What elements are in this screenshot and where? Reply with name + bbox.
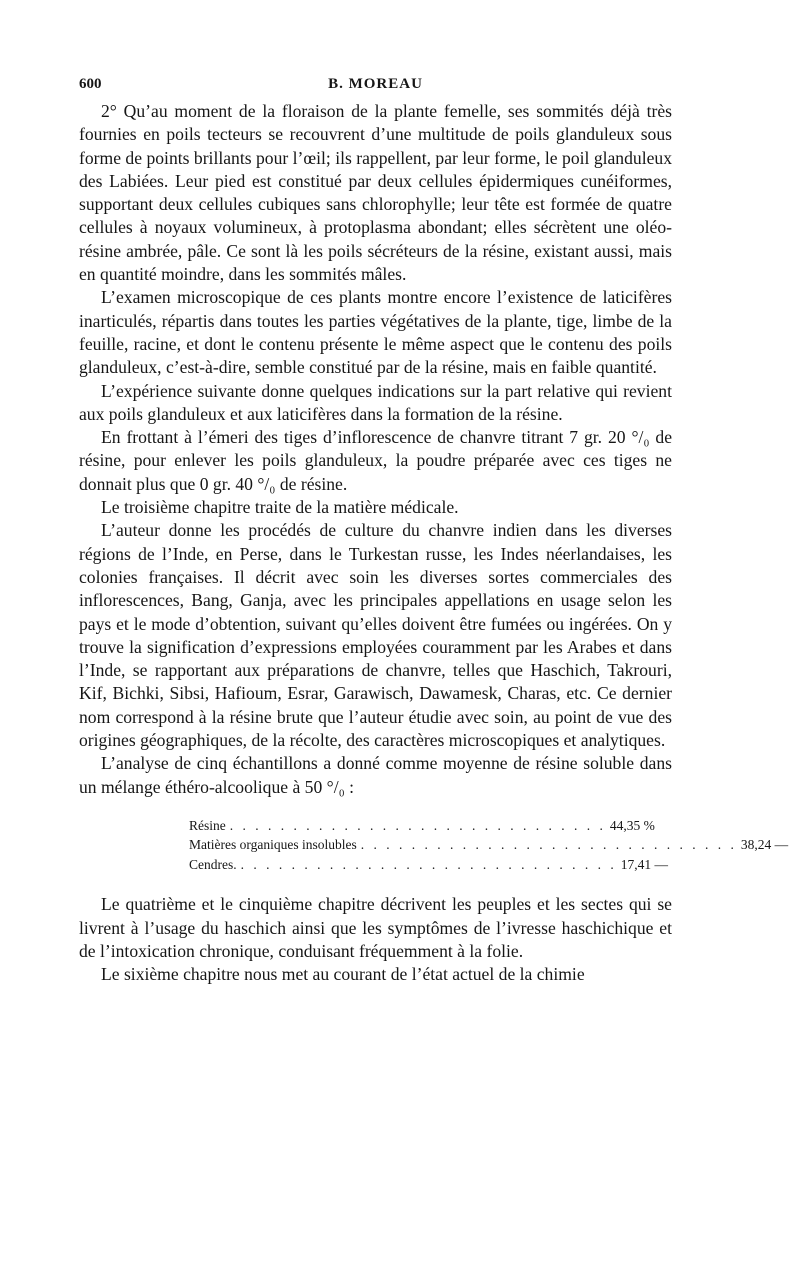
paragraph-poils-glanduleux: 2° Qu’au moment de la floraison de la plante femelle, ses sommités déjà très fournies en poils tecteurs se recouvrent d’une multitude de poils glanduleux sous forme de points brillants pour l’œil; ils rappellent, par leur forme, le poil glanduleux des Labiées. Leur pied est constitué par deux cellules épidermiques cunéiformes, supportant deux cellules cubiques sans chlorophylle; leur tête est formée de quatre cellules à noyaux volumineux, à protoplasma abondant; elles sécrètent une oléo-résine ambrée, pâle. Ce sont là les poils sécréteurs de la résine, existant aussi, mais en quantité moindre, dans les sommités mâles. bbox=[79, 101, 672, 285]
results-row-cendres bbox=[189, 855, 668, 875]
paragraph-emeri: En frottant à l’émeri des tiges d’inflorescence de chanvre titrant 7 gr. 20 °/₀ de résine, pour enlever les poils glanduleux, la poudre préparée avec ces tiges ne donnait plus que 0 gr. 40 °/₀ de résine. bbox=[79, 427, 672, 494]
paragraph-laticiferes: L’examen microscopique de ces plants montre encore l’existence de laticifères inarticulés, répartis dans toutes les parties végétatives de la plante, tige, limbe de la feuille, racine, et dont le contenu présente le même aspect que le contenu des poils glanduleux, c’est-à-dire, semble constitué par de la résine, mais en faible quantité. bbox=[79, 287, 672, 378]
results-row-matieres bbox=[189, 835, 789, 855]
page-header bbox=[79, 76, 672, 100]
results-value: 44,35 % bbox=[609, 817, 655, 833]
running-head: B. MOREAU bbox=[328, 76, 423, 92]
results-label: Résine bbox=[189, 817, 226, 833]
body-text bbox=[79, 100, 672, 799]
paragraph-quatrieme-chapitre: Le quatrième et le cinquième chapitre décrivent les peuples et les sectes qui se livrent à l’usage du haschich ainsi que les symptômes de l’ivresse haschichique et de l’intoxication chronique, conduisant fréquemment à la folie. bbox=[79, 894, 672, 961]
paragraph-sixieme-chapitre: Le sixième chapitre nous met au courant de l’état actuel de la chimie bbox=[101, 964, 585, 985]
results-value: 38,24 — bbox=[740, 837, 789, 853]
analysis-results-table bbox=[189, 816, 789, 875]
results-row-resine bbox=[189, 816, 655, 836]
paragraph-experience: L’expérience suivante donne quelques indications sur la part relative qui revient aux poils glanduleux et aux laticifères dans la formation de la résine. bbox=[79, 380, 672, 424]
leader-dots: . . . . . . . . . . . . . . . . . . . . . . . . . . . . . . bbox=[229, 817, 606, 833]
results-label: Matières organiques insolubles bbox=[189, 837, 357, 853]
paragraph-culture: L’auteur donne les procédés de culture du chanvre indien dans les diverses régions de l’Inde, en Perse, dans le Turkestan russe, les Indes néerlandaises, les colonies françaises. Il décrit avec soin les diverses sortes commerciales des inflorescences, Bang, Ganja, avec les principales appellations en usage selon les pays et le mode d’obtention, suivant qu’elles doivent être fumées ou ingérées. On y trouve la signification d’expressions employées couramment par les Arabes et dans l’Inde, se rapportant aux préparations de chanvre, telles que Haschich, Takrouri, Kif, Bichki, Sibsi, Hafioum, Esrar, Garawisch, Dawamesk, Charas, etc. Ce dernier nom correspond à la résine brute que l’auteur étudie avec soin, au point de vue des origines géographiques, de la récolte, des caractères microscopiques et analytiques. bbox=[79, 520, 672, 751]
leader-dots: . . . . . . . . . . . . . . . . . . . . . . . . . . . . . . bbox=[360, 837, 737, 853]
results-label: Cendres. bbox=[189, 856, 237, 872]
closing-text bbox=[79, 893, 672, 986]
leader-dots: . . . . . . . . . . . . . . . . . . . . . . . . . . . . . . bbox=[240, 856, 617, 872]
results-value: 17,41 — bbox=[620, 856, 668, 872]
page-number: 600 bbox=[79, 76, 102, 92]
book-page bbox=[79, 76, 789, 987]
paragraph-troisieme-chapitre: Le troisième chapitre traite de la matière médicale. bbox=[101, 497, 459, 518]
paragraph-analyse: L’analyse de cinq échantillons a donné comme moyenne de résine soluble dans un mélange éthéro-alcoolique à 50 °/₀ : bbox=[79, 753, 672, 797]
